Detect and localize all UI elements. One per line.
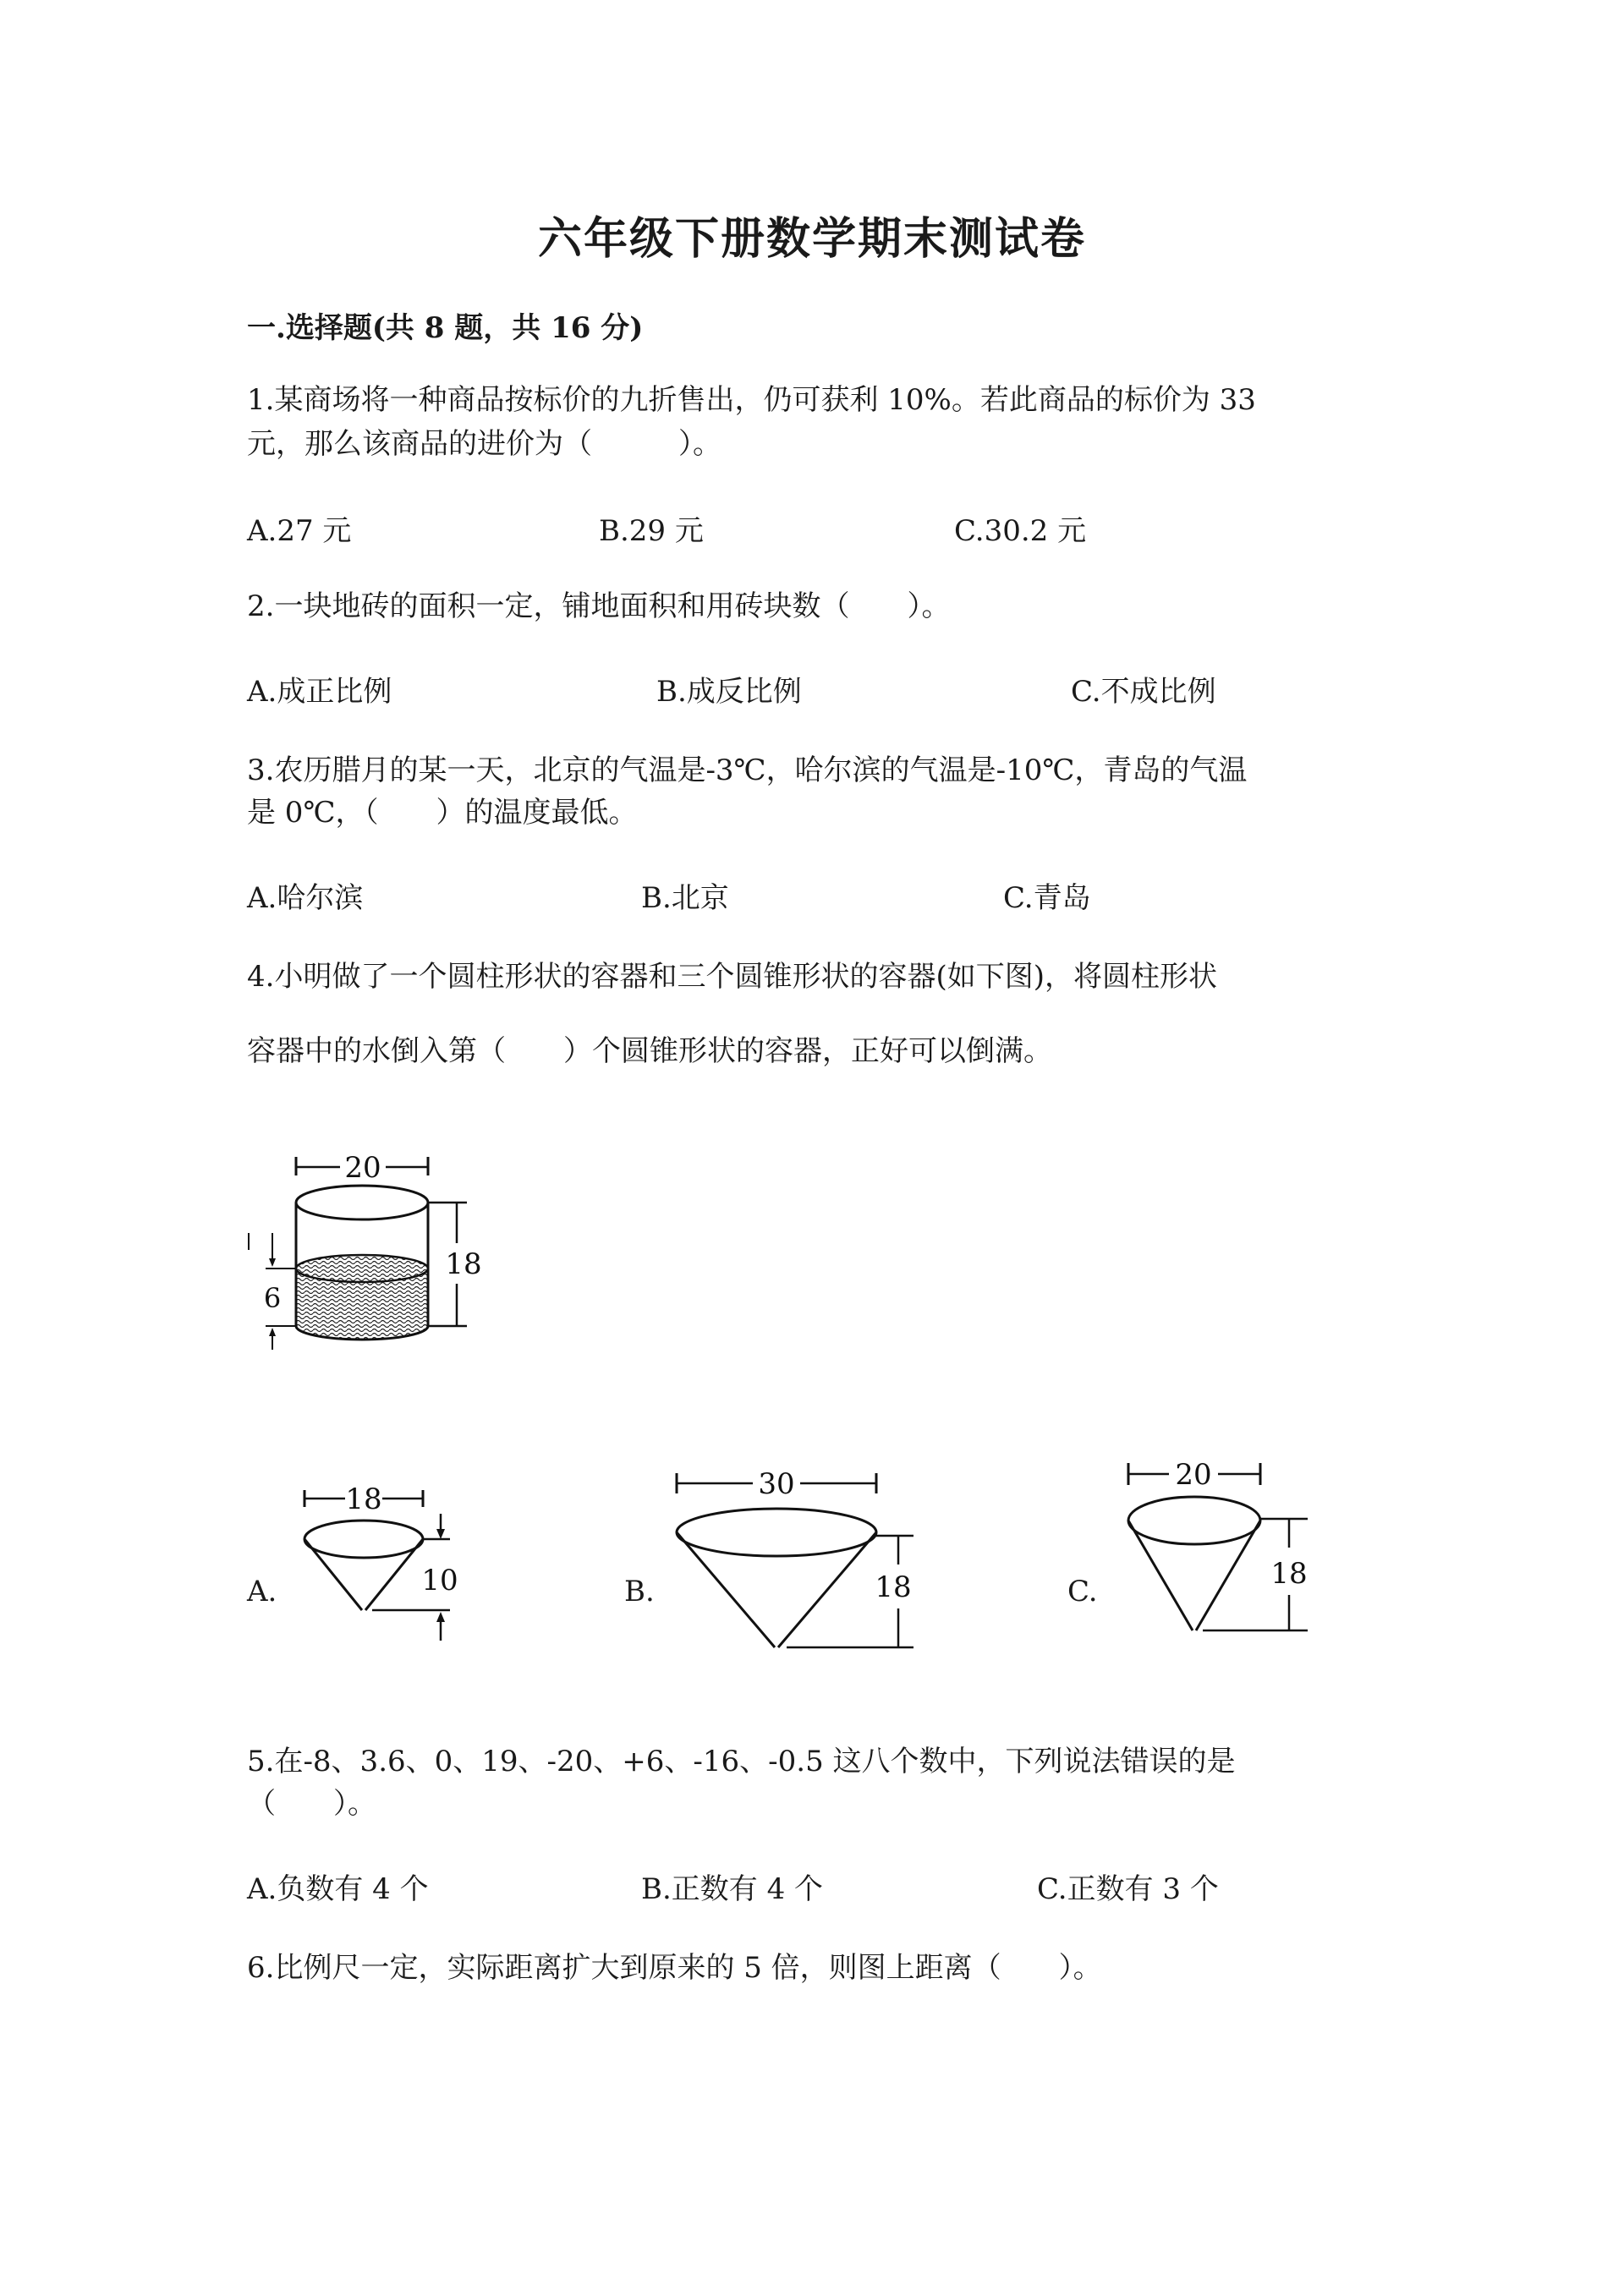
cylinder-height-label: 18	[445, 1247, 482, 1281]
cone-a-option-label: A.	[247, 1575, 277, 1608]
question-2-option-c: C.不成比例	[1071, 675, 1216, 709]
question-3-option-a: A.哈尔滨	[247, 881, 364, 915]
cone-c-figure	[1108, 1446, 1328, 1649]
question-5-option-a: A.负数有 4 个	[247, 1872, 429, 1906]
question-5-line-1: 5.在-8、3.6、0、19、-20、+6、-16、-0.5 这八个数中，下列说法错误的是	[247, 1745, 1236, 1778]
question-6-line-1: 6.比例尺一定，实际距离扩大到原来的 5 倍，则图上距离（ ）。	[247, 1951, 1102, 1985]
question-5-line-2: （ ）。	[247, 1787, 376, 1821]
question-1-option-c: C.30.2 元	[954, 514, 1087, 548]
question-3-option-c: C.青岛	[1003, 881, 1091, 915]
cylinder-figure	[245, 1133, 499, 1353]
cone-a-figure	[288, 1471, 482, 1649]
cylinder-water-label: 6	[263, 1282, 282, 1314]
question-3-line-1: 3.农历腊月的某一天，北京的气温是-3℃，哈尔滨的气温是-10℃，青岛的气温	[247, 753, 1248, 787]
section-heading: 一.选择题(共 8 题，共 16 分)	[247, 311, 644, 345]
question-1-option-b: B.29 元	[599, 514, 704, 548]
question-4-line-2: 容器中的水倒入第（ ）个圆锥形状的容器，正好可以倒满。	[247, 1034, 1052, 1068]
cylinder-top	[296, 1186, 428, 1219]
cone-b-height-label: 18	[875, 1570, 912, 1604]
cone-a-height-label: 10	[421, 1564, 458, 1597]
question-5-option-b: B.正数有 4 个	[641, 1872, 824, 1906]
question-1-line-2: 元，那么该商品的进价为（ ）。	[247, 427, 721, 461]
cone-b-figure	[660, 1455, 930, 1658]
cone-b-option-label: B.	[624, 1575, 655, 1608]
question-2-option-b: B.成反比例	[656, 675, 802, 709]
question-1-line-1: 1.某商场将一种商品按标价的九折售出，仍可获利 10%。若此商品的标价为 33	[247, 383, 1256, 417]
question-2-line-1: 2.一块地砖的面积一定，铺地面积和用砖块数（ ）。	[247, 589, 951, 623]
question-3-line-2: 是 0℃，（ ）的温度最低。	[247, 796, 638, 830]
question-1-option-a: A.27 元	[247, 514, 352, 548]
cone-c-option-label: C.	[1067, 1575, 1098, 1608]
question-4-line-1: 4.小明做了一个圆柱形状的容器和三个圆锥形状的容器(如下图)，将圆柱形状	[247, 960, 1217, 994]
page-title: 六年级下册数学期末测试卷	[537, 213, 1086, 265]
cone-a-diameter-label: 18	[345, 1482, 382, 1516]
question-3-option-b: B.北京	[641, 881, 729, 915]
cone-b-diameter-label: 30	[758, 1467, 795, 1501]
cone-c-height-label: 18	[1270, 1557, 1308, 1591]
cone-c-diameter-label: 20	[1175, 1458, 1212, 1492]
question-2-option-a: A.成正比例	[247, 675, 392, 709]
cylinder-diameter-label: 20	[344, 1151, 381, 1185]
question-5-option-c: C.正数有 3 个	[1037, 1872, 1219, 1906]
